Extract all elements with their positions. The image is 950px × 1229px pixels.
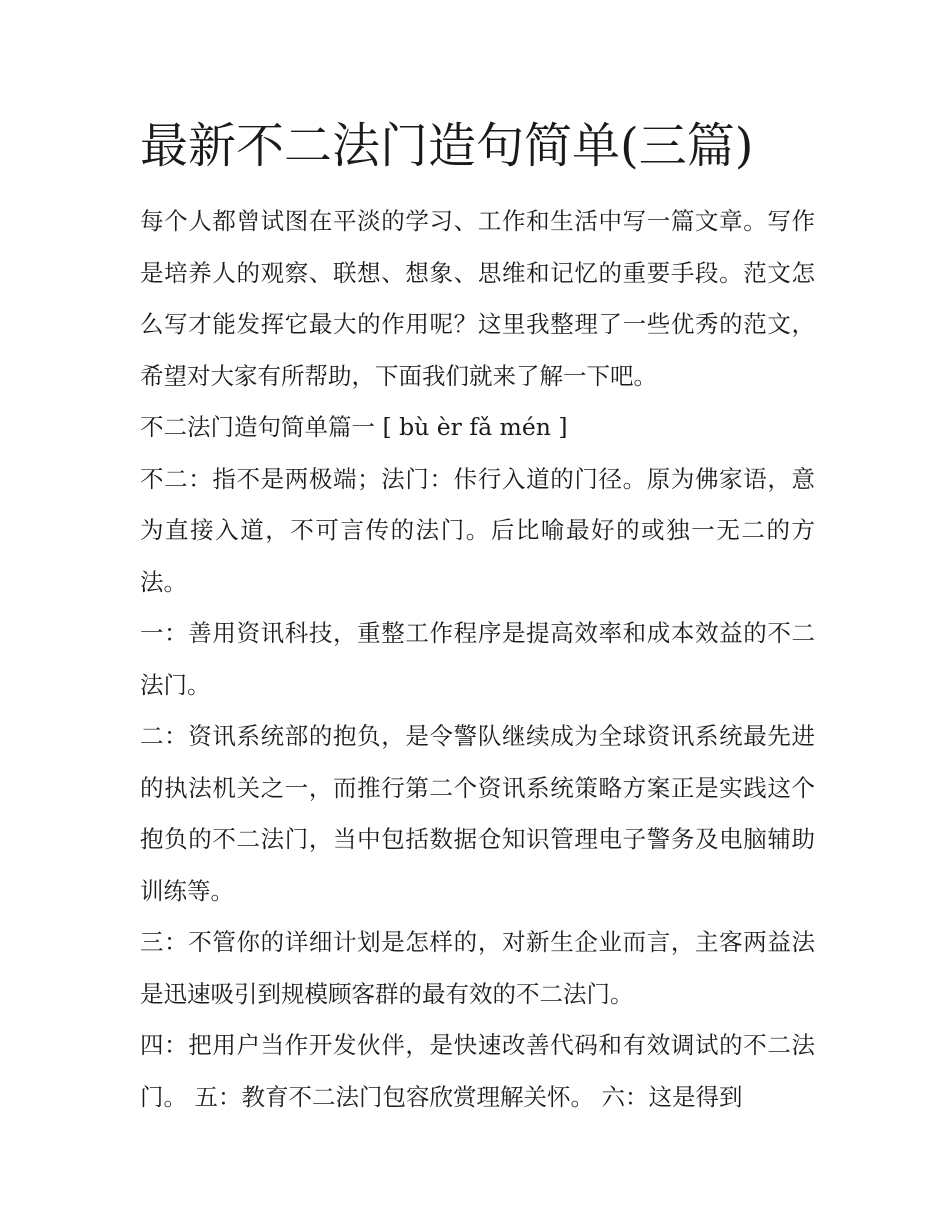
example-paragraph-3: 三：不管你的详细计划是怎样的，对新生企业而言，主客两益法是迅速吸引到规模顾客群的最有效的不二法门。: [140, 928, 815, 1008]
example-paragraph-4: 四：把用户当作开发伙伴，是快速改善代码和有效调试的不二法门。 五：教育不二法门包容欣赏理解关怀。 六：这是得到: [140, 1031, 815, 1111]
document-title: 最新不二法门造句简单(三篇): [140, 118, 754, 174]
example-paragraph-1: 一：善用资讯科技，重整工作程序是提高效率和成本效益的不二法门。: [140, 619, 815, 699]
intro-paragraph: 每个人都曾试图在平淡的学习、工作和生活中写一篇文章。写作是培养人的观察、联想、想象、思维和记忆的重要手段。范文怎么写才能发挥它最大的作用呢？这里我整理了一些优秀的范文，希望对大家有所帮助，下面我们就来了解一下吧。: [140, 207, 815, 390]
example-paragraph-2: 二：资讯系统部的抱负，是令警队继续成为全球资讯系统最先进的执法机关之一，而推行第二个资讯系统策略方案正是实践这个抱负的不二法门，当中包括数据仓知识管理电子警务及电脑辅助训练等。: [140, 722, 815, 905]
document-page: [140, 110, 815, 1123]
section-heading: 不二法门造句简单篇一 [ bù èr fǎ mén ]: [140, 413, 568, 441]
definition-paragraph: 不二：指不是两极端；法门：佧行入道的门径。原为佛家语，意为直接入道，不可言传的法门。后比喻最好的或独一无二的方法。: [140, 464, 815, 596]
